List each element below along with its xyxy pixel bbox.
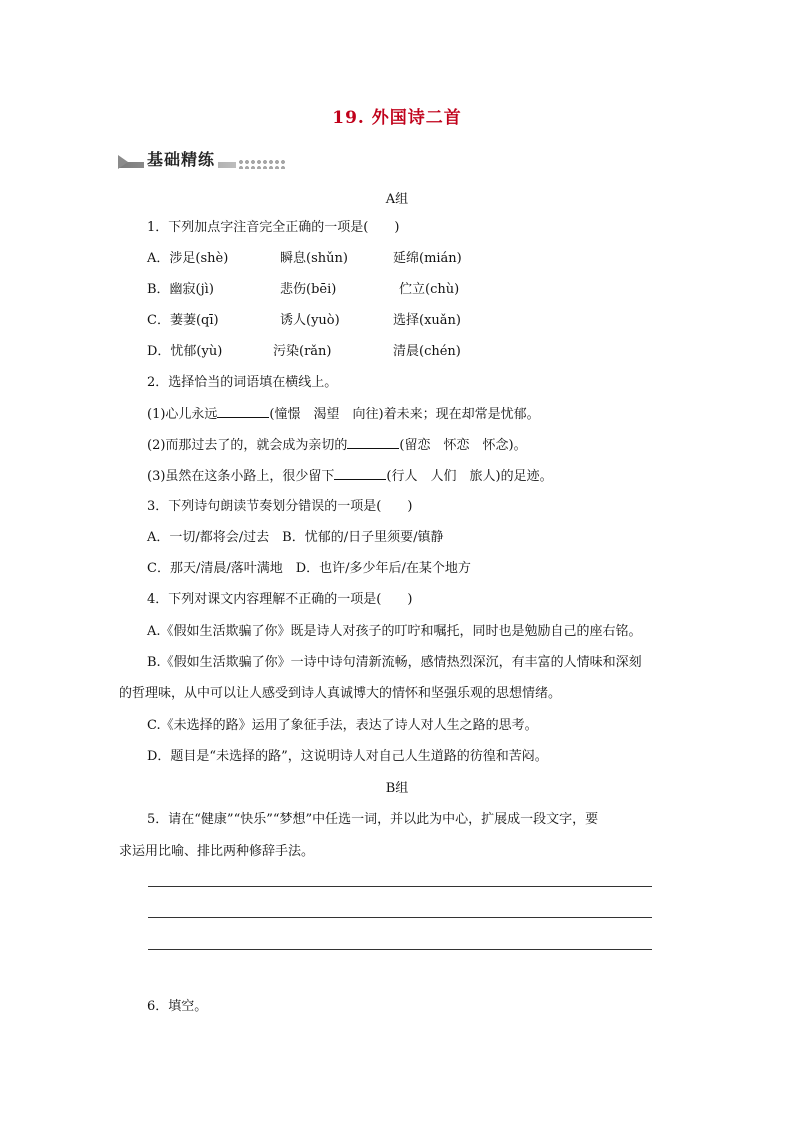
answer-line-2[interactable] (148, 917, 652, 918)
q3-options-ab: A．一切/都将会/过去 B．忧郁的/日子里须要/镇静 (147, 530, 444, 545)
q1-b-word-3: 伫立(chù) (399, 282, 460, 297)
q1-d-word-2: 污染(rǎn) (273, 344, 332, 359)
group-b-heading: B组 (385, 781, 409, 796)
banner-label: 基础精练 (144, 147, 218, 170)
q3-options-cd: C．那天/清晨/落叶满地 D．也许/多少年后/在某个地方 (147, 561, 471, 576)
q4-stem: 4．下列对课文内容理解不正确的一项是( ) (147, 592, 413, 607)
banner-dots (238, 159, 286, 169)
group-a-heading: A组 (385, 192, 409, 207)
q1-b-word-1: B．幽寂(jì) (147, 282, 214, 297)
q2-item-1 (147, 405, 540, 424)
q1-c-word-3: 选择(xuǎn) (393, 313, 461, 328)
q6-stem: 6．填空。 (147, 999, 208, 1014)
q2-item-2-post: (留恋 怀恋 怀念)。 (399, 438, 527, 453)
q2-item-3-pre: (3)虽然在这条小路上，很少留下 (147, 469, 335, 484)
q2-item-2-pre: (2)而那过去了的，就会成为亲切的 (147, 438, 348, 453)
q4-option-b-cont: 的哲理味，从中可以让人感受到诗人真诚博大的情怀和坚强乐观的思想情绪。 (119, 686, 562, 701)
q1-c-word-1: C．萋萋(qī) (147, 313, 219, 328)
q1-a-word-1: A．涉足(shè) (147, 251, 229, 266)
q2-item-1-blank[interactable] (217, 405, 269, 418)
answer-line-3[interactable] (148, 949, 652, 950)
q2-item-3 (147, 467, 553, 486)
q1-b-word-2: 悲伤(bēi) (280, 282, 337, 297)
q1-d-word-1: D．忧郁(yù) (147, 344, 223, 359)
q1-c-word-2: 诱人(yuò) (280, 313, 340, 328)
q2-stem: 2．选择恰当的词语填在横线上。 (147, 375, 338, 390)
q2-item-3-blank[interactable] (334, 467, 386, 480)
q5-stem-line-2: 求运用比喻、排比两种修辞手法。 (119, 844, 315, 859)
q3-stem: 3．下列诗句朗读节奏划分错误的一项是( ) (147, 499, 413, 514)
page-title: 19. 外国诗二首 (332, 108, 462, 128)
q4-option-a: A.《假如生活欺骗了你》既是诗人对孩子的叮咛和嘱托，同时也是勉励自己的座右铭。 (147, 624, 642, 639)
q2-item-2 (147, 436, 527, 455)
q4-option-b: B.《假如生活欺骗了你》一诗中诗句清新流畅，感情热烈深沉，有丰富的人情味和深刻 (147, 655, 642, 670)
q4-option-c: C.《未选择的路》运用了象征手法，表达了诗人对人生之路的思考。 (147, 718, 538, 733)
q5-stem-line-1: 5．请在“健康”“快乐”“梦想”中任选一词，并以此为中心，扩展成一段文字，要 (147, 812, 599, 827)
q2-item-1-pre: (1)心儿永远 (147, 407, 218, 422)
q2-item-1-post: (憧憬 渴望 向往)着未来；现在却常是忧郁。 (269, 407, 540, 422)
q1-a-word-2: 瞬息(shǔn) (280, 251, 348, 266)
section-banner (118, 147, 273, 171)
q1-a-word-3: 延绵(mián) (393, 251, 462, 266)
q1-stem: 1．下列加点字注音完全正确的一项是( ) (147, 220, 400, 235)
q2-item-3-post: (行人 人们 旅人)的足迹。 (386, 469, 553, 484)
banner-arrow-icon (118, 155, 128, 169)
q1-d-word-3: 清晨(chén) (393, 344, 461, 359)
q2-item-2-blank[interactable] (347, 436, 399, 449)
answer-line-1[interactable] (148, 886, 652, 887)
q4-option-d: D．题目是“未选择的路”，这说明诗人对自己人生道路的彷徨和苦闷。 (147, 749, 548, 764)
